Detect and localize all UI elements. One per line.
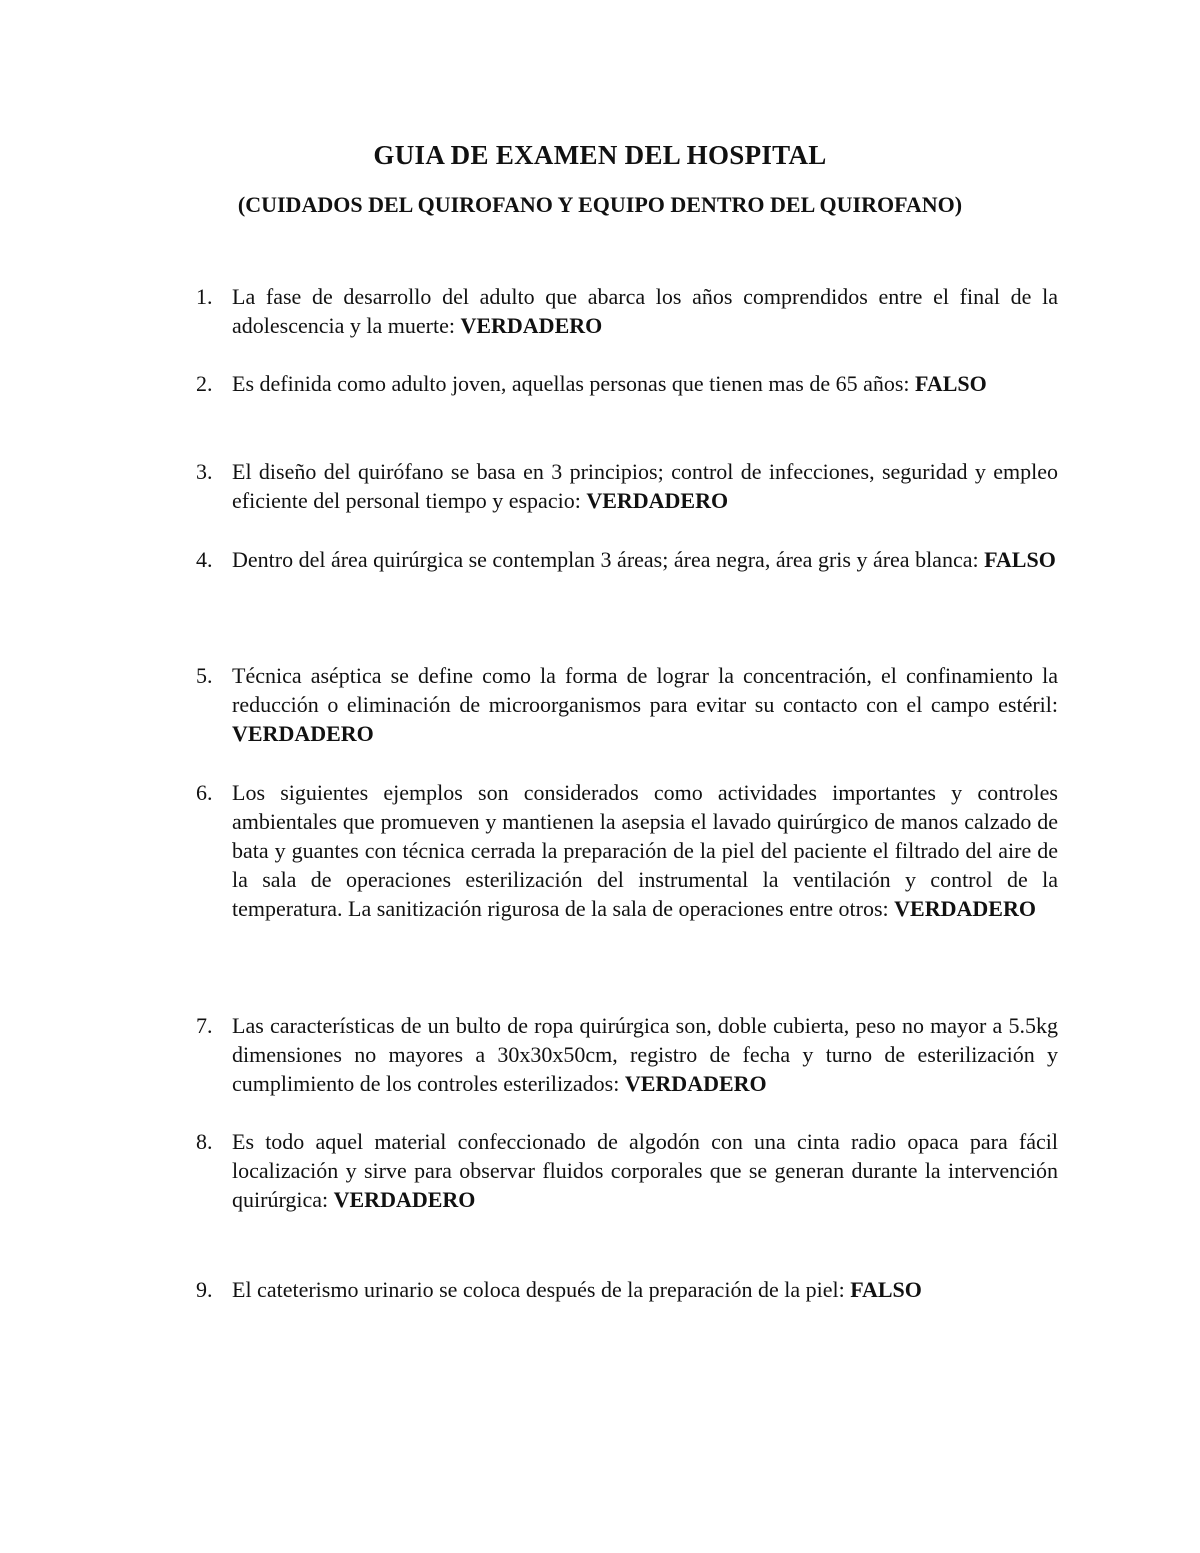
- question-number: 8.: [196, 1129, 213, 1154]
- question-answer: VERDADERO: [894, 896, 1036, 921]
- question-statement: Técnica aséptica se define como la forma de lograr la concentración, el confinamiento la reducción o eliminación de microorganismos para evitar su contacto con el campo estéril:: [232, 663, 1058, 717]
- question-text: [232, 369, 1058, 398]
- question-number: 4.: [196, 547, 213, 572]
- question-answer: VERDADERO: [333, 1187, 476, 1212]
- document-title: GUIA DE EXAMEN DEL HOSPITAL: [373, 140, 827, 170]
- question-text: [232, 1275, 1058, 1304]
- question-statement: El diseño del quirófano se basa en 3 principios; control de infecciones, seguridad y empleo eficiente del personal tiempo y espacio:: [232, 459, 1058, 513]
- question-statement: El cateterismo urinario se coloca después de la preparación de la piel:: [232, 1277, 851, 1302]
- question-text: [232, 457, 1058, 515]
- question-text: [232, 545, 1058, 574]
- question-text: [232, 1127, 1058, 1214]
- question-text: [232, 661, 1058, 748]
- question-number: 3.: [196, 459, 213, 484]
- question-text: [232, 282, 1058, 340]
- question-answer: FALSO: [984, 547, 1056, 572]
- question-answer: VERDADERO: [460, 313, 603, 338]
- question-text: [232, 778, 1058, 923]
- question-statement: Las características de un bulto de ropa quirúrgica son, doble cubierta, peso no mayor a 5.5kg dimensiones no mayores a 30x30x50cm, registro de fecha y turno de esterilización y cumplimiento de los controles esterilizados:: [232, 1013, 1058, 1096]
- question-number: 5.: [196, 663, 213, 688]
- question-number: 1.: [196, 284, 213, 309]
- question-answer: VERDADERO: [586, 488, 729, 513]
- question-answer: FALSO: [850, 1277, 922, 1302]
- question-number: 2.: [196, 371, 213, 396]
- question-statement: Los siguientes ejemplos son considerados como actividades importantes y controles ambientales que promueven y mantienen la asepsia el lavado quirúrgico de manos calzado de bata y guantes con técnica cerrada la preparación de la piel del paciente el filtrado del aire de la sala de operaciones esterilización del instrumental la ventilación y control de la temperatura. La sanitización rigurosa de la sala de operaciones entre otros:: [232, 780, 1058, 921]
- question-answer: FALSO: [915, 371, 987, 396]
- question-answer: VERDADERO: [232, 721, 374, 746]
- question-text: [232, 1011, 1058, 1098]
- document-subtitle: (CUIDADOS DEL QUIROFANO Y EQUIPO DENTRO DEL QUIROFANO): [237, 192, 963, 217]
- question-number: 6.: [196, 780, 213, 805]
- question-number: 9.: [196, 1277, 213, 1302]
- question-statement: Es todo aquel material confeccionado de algodón con una cinta radio opaca para fácil localización y sirve para observar fluidos corporales que se generan durante la intervención quirúrgica:: [232, 1129, 1058, 1212]
- question-statement: Es definida como adulto joven, aquellas personas que tienen mas de 65 años:: [232, 371, 916, 396]
- question-statement: La fase de desarrollo del adulto que abarca los años comprendidos entre el final de la adolescencia y la muerte:: [232, 284, 1058, 338]
- question-statement: Dentro del área quirúrgica se contemplan 3 áreas; área negra, área gris y área blanca:: [232, 547, 985, 572]
- question-answer: VERDADERO: [624, 1071, 767, 1096]
- question-number: 7.: [196, 1013, 213, 1038]
